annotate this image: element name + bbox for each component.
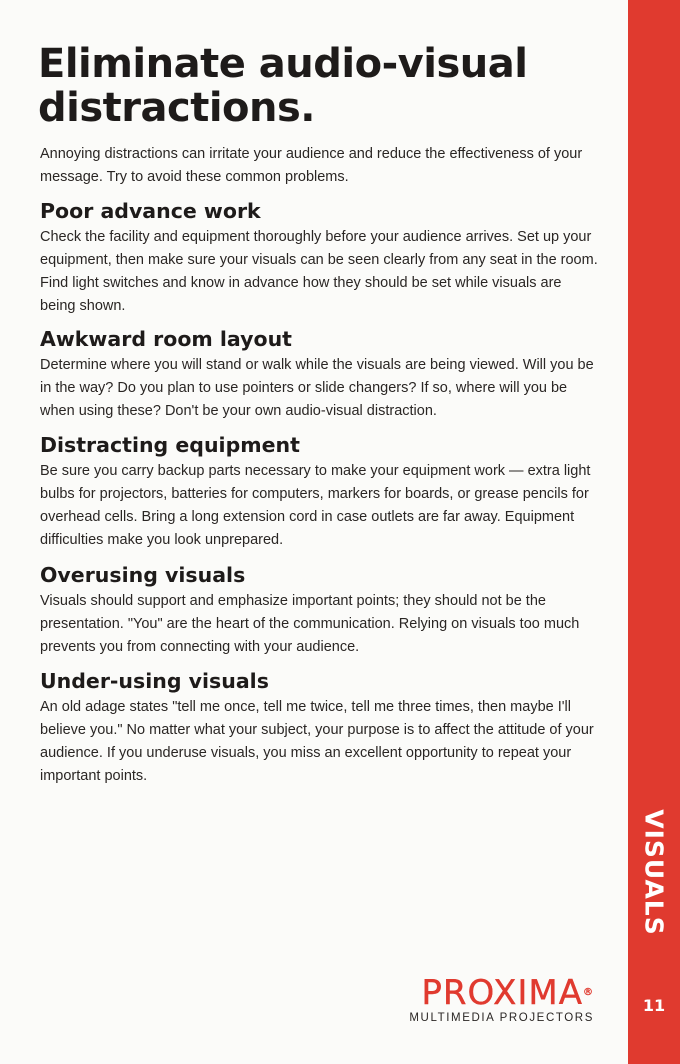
section-body: Be sure you carry backup parts necessary to make your equipment work — extra light bulbs for projectors, batteries for computers, markers for boards, or grease pencils for overhead cells. Bring a long extension cord in case outlets are far away. Equipment difficulties make you look unprepared. bbox=[40, 463, 591, 548]
section-heading: Awkward room layout bbox=[40, 327, 292, 351]
section-body: Visuals should support and emphasize important points; they should not be the presentation. "You" are the heart of the communication. Relying on visuals too much prevents you from connecting with your audience. bbox=[40, 593, 580, 655]
section-body: Determine where you will stand or walk while the visuals are being viewed. Will you be in the way? Do you plan to use pointers or slide changers? If so, where will you be when using these? Don't be your own audio-visual distraction. bbox=[40, 357, 594, 419]
section-overusing-visuals bbox=[40, 562, 600, 659]
section-tab-text: VISUALS bbox=[639, 808, 669, 936]
section-tab-label bbox=[628, 808, 680, 936]
page-title: Eliminate audio-visual distractions. bbox=[38, 41, 528, 131]
section-poor-advance-work bbox=[40, 198, 600, 318]
section-under-using-visuals bbox=[40, 668, 600, 788]
section-distracting-equipment bbox=[40, 432, 600, 552]
section-body: Check the facility and equipment thoroughly before your audience arrives. Set up your equipment, then make sure your visuals can be seen clearly from any seat in the room. Find light switches and know in advance how they should be set while visuals are being shown. bbox=[40, 229, 598, 314]
logo-wordmark bbox=[380, 973, 594, 1013]
section-awkward-room-layout bbox=[40, 326, 600, 423]
section-body: An old adage states "tell me once, tell me twice, tell me three times, then maybe I'll believe you." No matter what your subject, your purpose is to affect the attitude of your audience. If you underuse visuals, you miss an excellent opportunity to repeat your important points. bbox=[40, 699, 594, 784]
logo-registered-mark: ® bbox=[583, 987, 594, 998]
proxima-logo bbox=[380, 973, 594, 1024]
logo-tagline: MULTIMEDIA PROJECTORS bbox=[409, 1012, 594, 1024]
page-number: 11 bbox=[642, 996, 666, 1015]
section-heading: Distracting equipment bbox=[40, 433, 300, 457]
section-heading: Poor advance work bbox=[40, 199, 261, 223]
intro-paragraph: Annoying distractions can irritate your audience and reduce the effectiveness of your message. Try to avoid these common problems. bbox=[40, 146, 583, 185]
logo-name: PROXIMA bbox=[421, 973, 583, 1013]
section-heading: Under-using visuals bbox=[40, 669, 269, 693]
section-heading: Overusing visuals bbox=[40, 563, 246, 587]
